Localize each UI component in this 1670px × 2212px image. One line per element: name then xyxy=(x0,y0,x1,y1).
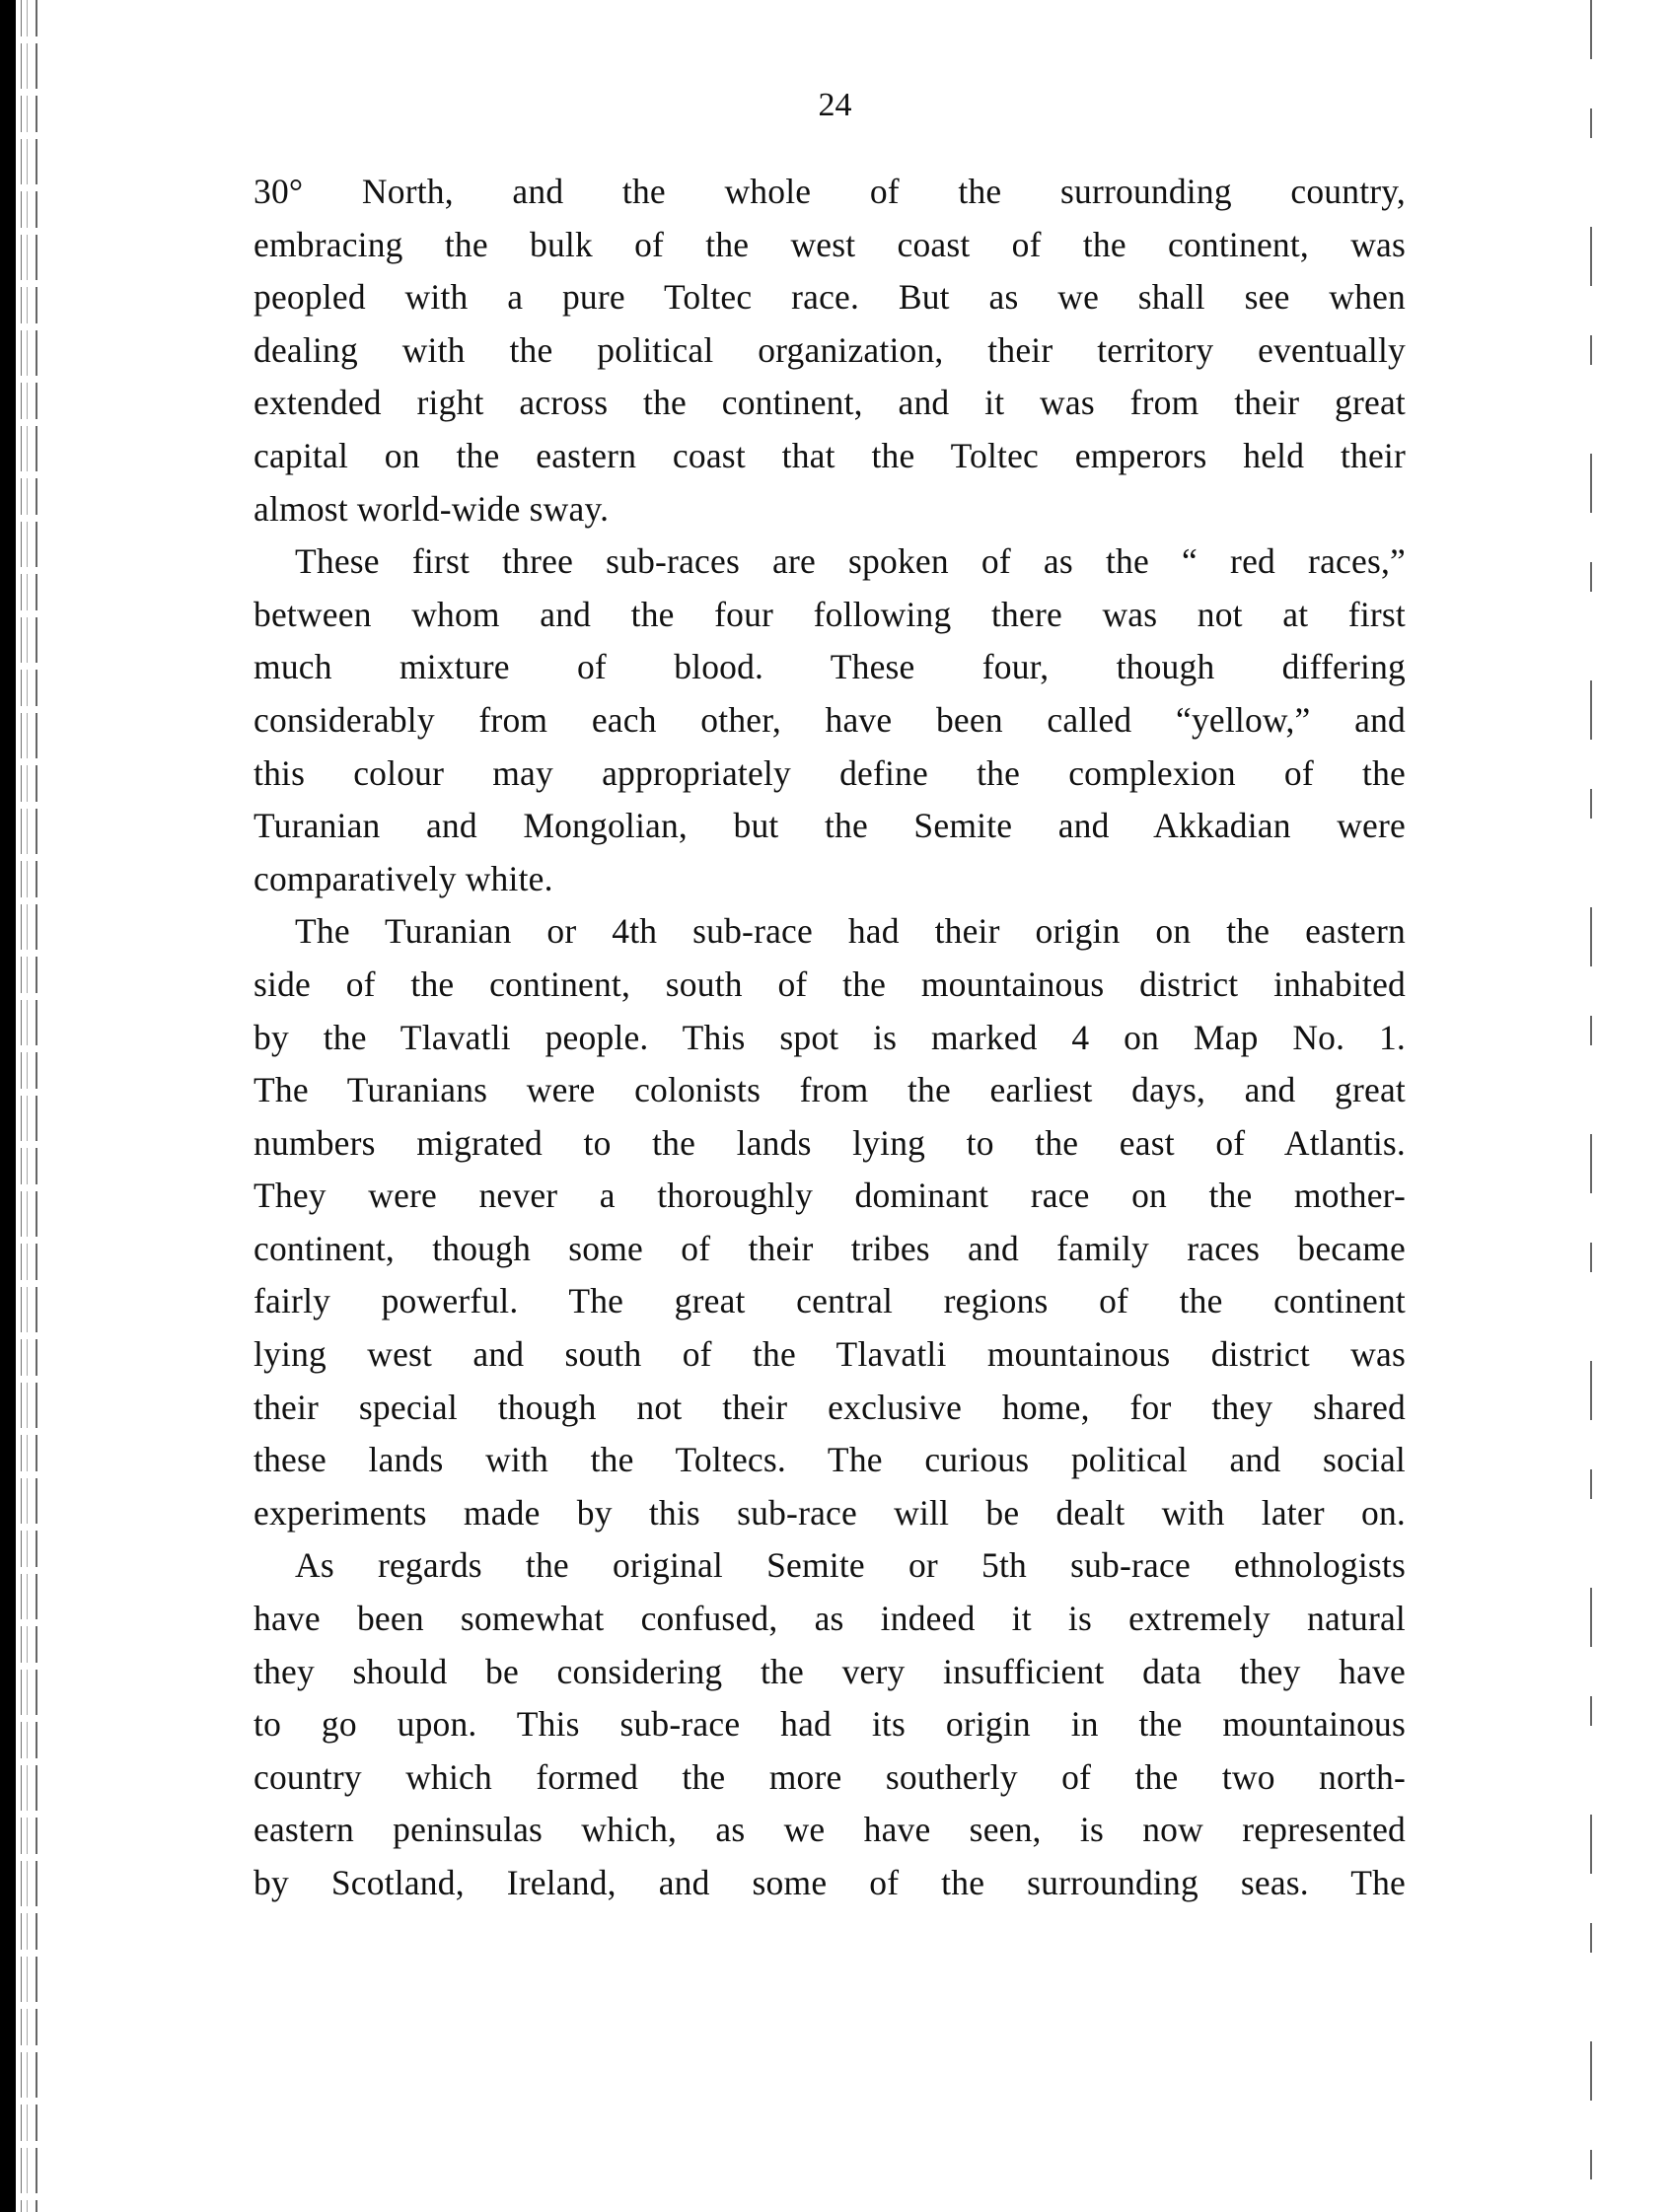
text-line: comparatively white. xyxy=(254,858,553,898)
page-number: 24 xyxy=(818,87,852,123)
text-line: numbers migrated to the lands lying to the east of Atlantis. xyxy=(254,1122,1406,1163)
text-line: to go upon. This sub-race had its origin in the mountainous xyxy=(254,1704,1406,1745)
binding-scan-artifacts xyxy=(16,0,49,2212)
text-line: between whom and the four following there was not at first xyxy=(254,594,1406,634)
text-line: dealing with the political organization, their territory eventually xyxy=(254,329,1406,370)
text-line: their special though not their exclusive home, for they shared xyxy=(254,1387,1406,1427)
text-line: extended right across the continent, and it was from their great xyxy=(254,383,1406,423)
text-line: They were never a thoroughly dominant race on the mother- xyxy=(254,1176,1406,1216)
text-line: by the Tlavatli people. This spot is marked 4 on Map No. 1. xyxy=(254,1017,1406,1057)
text-line: much mixture of blood. These four, though differing xyxy=(254,647,1406,687)
text-line: by Scotland, Ireland, and some of the surrounding seas. The xyxy=(254,1863,1406,1902)
text-line: these lands with the Toltecs. The curious political and social xyxy=(254,1440,1406,1480)
text-line: peopled with a pure Toltec race. But as we shall see when xyxy=(254,277,1406,318)
paragraph-3 xyxy=(254,905,1406,1539)
text-line: considerably from each other, have been called “yellow,” and xyxy=(254,699,1406,740)
text-line: Turanian and Mongolian, but the Semite and Akkadian were xyxy=(254,806,1406,846)
text-line: side of the continent, south of the mountainous district inhabited xyxy=(254,963,1406,1004)
text-line: continent, though some of their tribes and family races became xyxy=(254,1228,1406,1268)
text-line: country which formed the more southerly of the two north- xyxy=(254,1756,1406,1797)
text-line: The Turanian or 4th sub-race had their origin on the eastern xyxy=(295,911,1406,952)
text-line: eastern peninsulas which, as we have seen, is now represented xyxy=(254,1810,1406,1850)
text-line: have been somewhat confused, as indeed it is extremely natural xyxy=(254,1599,1406,1639)
right-edge-scan-artifacts xyxy=(1586,0,1598,2212)
text-line: These first three sub-races are spoken of as the “ red races,” xyxy=(295,541,1406,582)
text-line: almost world-wide sway. xyxy=(254,488,610,529)
text-line: As regards the original Semite or 5th sub-race ethnologists xyxy=(295,1545,1406,1586)
text-line: capital on the eastern coast that the Toltec emperors held their xyxy=(254,435,1406,475)
paragraph-2 xyxy=(254,535,1406,905)
text-line: The Turanians were colonists from the earliest days, and great xyxy=(254,1070,1406,1110)
body-text xyxy=(254,166,1406,1910)
text-line: embracing the bulk of the west coast of the continent, was xyxy=(254,224,1406,264)
text-line: fairly powerful. The great central regions of the continent xyxy=(254,1281,1406,1321)
paragraph-4 xyxy=(254,1539,1406,1909)
text-line: they should be considering the very insufficient data they have xyxy=(254,1651,1406,1691)
text-line: lying west and south of the Tlavatli mountainous district was xyxy=(254,1334,1406,1375)
text-line: 30° North, and the whole of the surrounding country, xyxy=(254,172,1406,211)
text-line: this colour may appropriately define the complexion of the xyxy=(254,752,1406,793)
paragraph-1 xyxy=(254,166,1406,535)
binding-edge-shadow xyxy=(0,0,16,2212)
text-line: experiments made by this sub-race will be dealt with later on. xyxy=(254,1492,1406,1533)
